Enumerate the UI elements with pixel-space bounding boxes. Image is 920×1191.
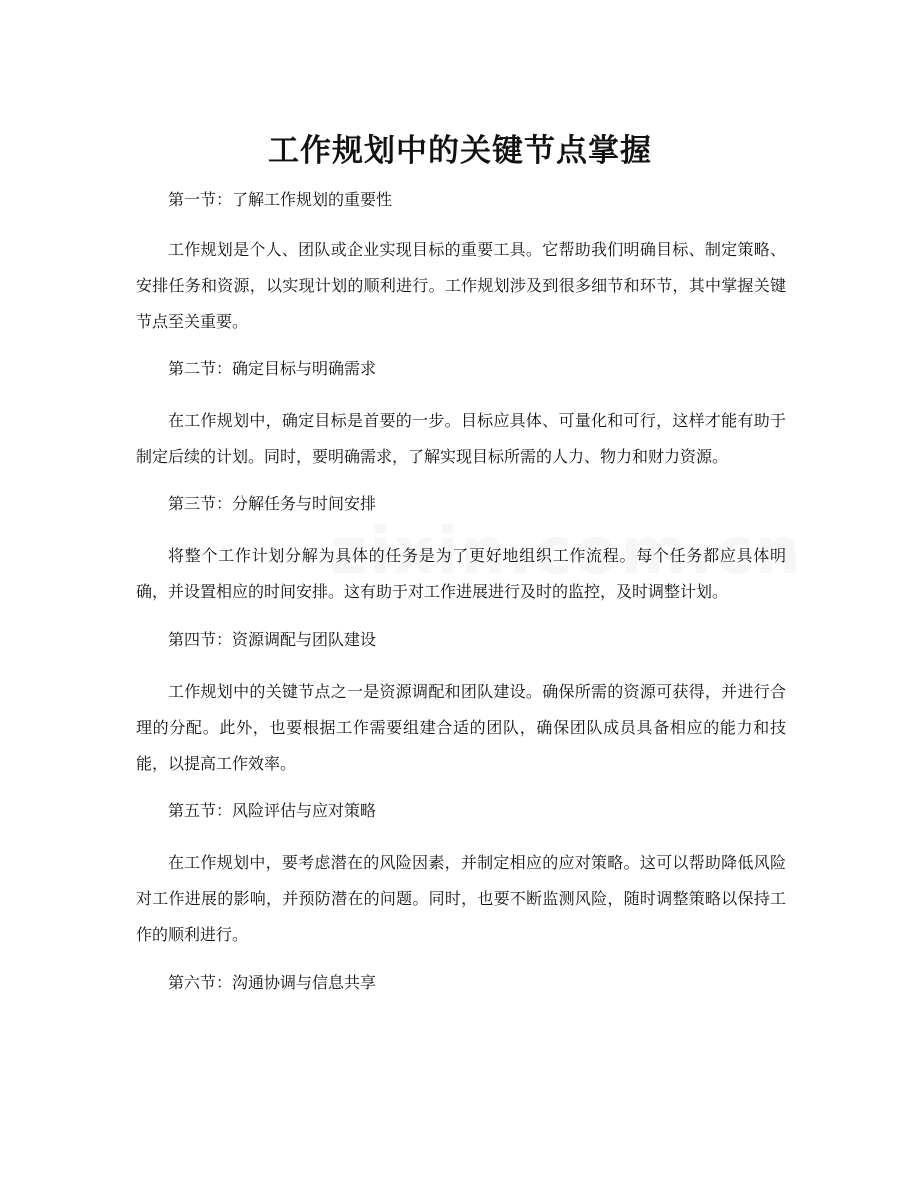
section-paragraph-1: 工作规划是个人、团队或企业实现目标的重要工具。它帮助我们明确目标、制定策略、安排任务和资源，以实现计划的顺利进行。工作规划涉及到很多细节和环节，其中掌握关键节点至关重要。	[136, 240, 786, 331]
section-paragraph-2: 在工作规划中，确定目标是首要的一步。目标应具体、可量化和可行，这样才能有助于制定后续的计划。同时，要明确需求，了解实现目标所需的人力、物力和财力资源。	[136, 411, 786, 466]
section-heading-1: 第一节：了解工作规划的重要性	[168, 190, 393, 209]
section-heading-2: 第二节：确定目标与明确需求	[168, 359, 377, 378]
section-paragraph-4: 工作规划中的关键节点之一是资源调配和团队建设。确保所需的资源可获得，并进行合理的分配。此外，也要根据工作需要组建合适的团队，确保团队成员具备相应的能力和技能，以提高工作效率。	[136, 682, 786, 773]
section-heading-5: 第五节：风险评估与应对策略	[168, 801, 377, 820]
section-heading-3: 第三节：分解任务与时间安排	[168, 494, 377, 513]
section-paragraph-3: 将整个工作计划分解为具体的任务是为了更好地组织工作流程。每个任务都应具体明确，并设置相应的时间安排。这有助于对工作进展进行及时的监控，及时调整计划。	[136, 546, 786, 601]
section-heading-4: 第四节：资源调配与团队建设	[168, 630, 377, 649]
section-heading-6: 第六节：沟通协调与信息共享	[168, 973, 377, 992]
section-paragraph-5: 在工作规划中，要考虑潜在的风险因素，并制定相应的应对策略。这可以帮助降低风险对工作进展的影响，并预防潜在的问题。同时，也要不断监测风险，随时调整策略以保持工作的顺利进行。	[136, 853, 786, 944]
document-body	[136, 183, 786, 1000]
page-title: 工作规划中的关键节点掌握	[268, 132, 652, 169]
